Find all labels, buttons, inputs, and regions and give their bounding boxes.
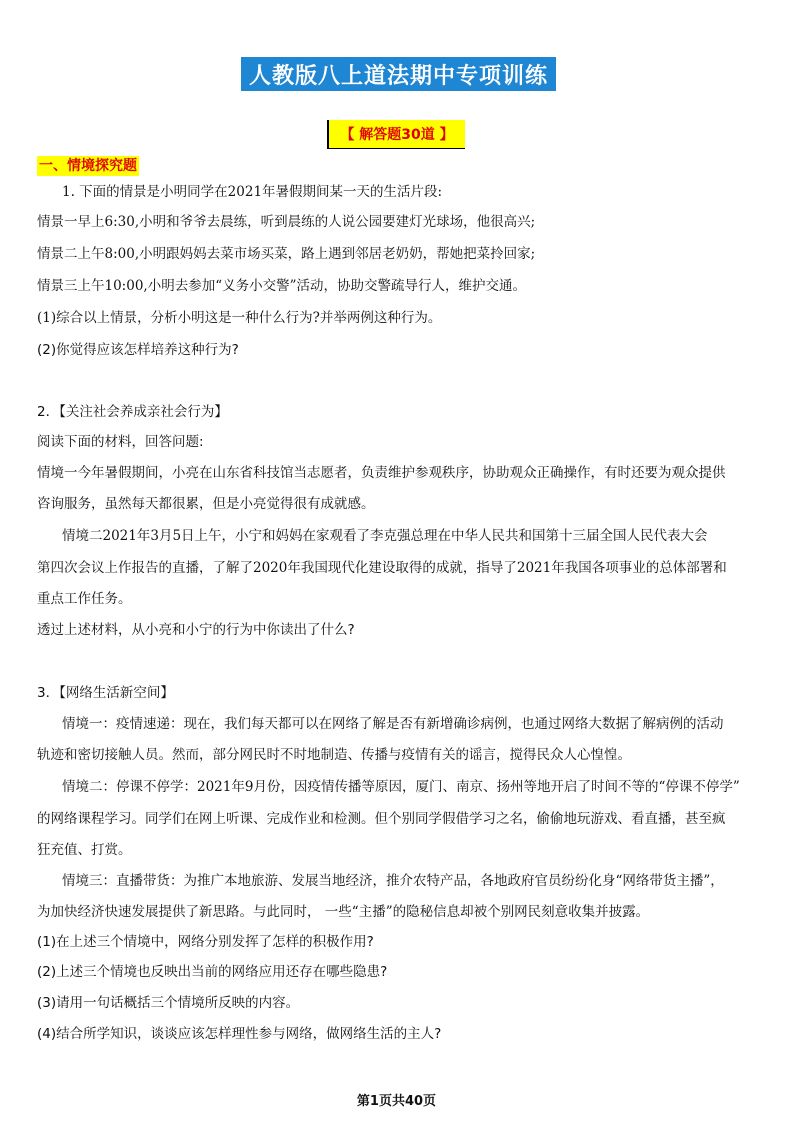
q3-subquestion-4: (4)结合所学知识，谈谈应该怎样理性参与网络，做网络生活的主人? xyxy=(37,1026,442,1042)
q3-subquestion-3: (3)请用一句话概括三个情境所反映的内容。 xyxy=(37,995,300,1011)
q3-subquestion-2: (2)上述三个情境也反映出当前的网络应用还存在哪些隐患? xyxy=(37,964,388,980)
page-footer: 第1页共40页 xyxy=(356,1094,437,1109)
q3-situation-1-line-1: 情境一：疫情速递：现在，我们每天都可以在网络了解是否有新增确诊病例，也通过网络大数据了解病例的活动 xyxy=(62,716,724,732)
q3-situation-3-line-2: 为加快经济快速发展提供了新思路。与此同时， 一些“主播”的隐秘信息却被个别网民刻意收集并披露。 xyxy=(37,904,650,920)
q3-situation-3-line-1: 情境三：直播带货：为推广本地旅游、发展当地经济，推介农特产品，各地政府官员纷纷化身“网络带货主播”， xyxy=(62,873,724,889)
q3-heading: 3．【网络生活新空间】 xyxy=(37,685,174,701)
q3-situation-1-line-2: 轨迹和密切接触人员。然而，部分网民时不时地制造、传播与疫情有关的谣言，搅得民众人心惶惶。 xyxy=(37,747,631,763)
q2-material-2-line-1: 情境二2021年3月5日上午，小宁和妈妈在家观看了李克强总理在中华人民共和国第十三届全国人民代表大会 xyxy=(62,528,708,544)
q3-subquestion-1: (1)在上述三个情境中，网络分别发挥了怎样的积极作用? xyxy=(37,934,374,950)
page-title: 人教版八上道法期中专项训练 xyxy=(241,57,556,91)
q1-scene-1: 情景一早上6:30,小明和爷爷去晨练，听到晨练的人说公园要建灯光球场，他很高兴; xyxy=(37,214,536,230)
q2-instruction: 阅读下面的材料，回答问题: xyxy=(37,434,204,450)
section-heading: 一、情境探究题 xyxy=(39,158,137,174)
q1-subquestion-2: (2)你觉得应该怎样培养这种行为? xyxy=(37,342,239,358)
q3-situation-2-line-3: 狂充值、打赏。 xyxy=(37,842,132,858)
subtitle-badge: 【 解答题30道 】 xyxy=(327,120,465,149)
q2-material-2-line-2: 第四次会议上作报告的直播，了解了2020年我国现代化建设取得的成就，指导了2021年我国各项事业的总体部署和 xyxy=(37,560,727,576)
q3-situation-2-line-1: 情境二：停课不停学：2021年9月份，因疫情传播等原因，厦门、南京、扬州等地开启了时间不等的“停课不停学” xyxy=(62,779,740,795)
q1-scene-2: 情景二上午8:00,小明跟妈妈去菜市场买菜，路上遇到邻居老奶奶，帮她把菜拎回家; xyxy=(37,246,536,262)
q2-material-1-line-1: 情境一今年暑假期间，小亮在山东省科技馆当志愿者，负责维护参观秩序，协助观众正确操作，有时还要为观众提供 xyxy=(37,465,726,481)
q3-situation-2-line-2: 的网络课程学习。同学们在网上听课、完成作业和检测。但个别同学假借学习之名，偷偷地玩游戏、看直播，甚至疯 xyxy=(37,811,726,827)
q1-subquestion-1: (1)综合以上情景，分析小明这是一种什么行为?并举两例这种行为。 xyxy=(37,310,442,326)
q2-heading: 2．【关注社会养成亲社会行为】 xyxy=(37,404,228,420)
q2-material-2-line-3: 重点工作任务。 xyxy=(37,591,132,607)
q2-material-1-line-2: 咨询服务，虽然每天都很累，但是小亮觉得很有成就感。 xyxy=(37,496,375,512)
q2-question: 透过上述材料，从小亮和小宁的行为中你读出了什么? xyxy=(37,622,355,638)
q1-stem: 1. 下面的情景是小明同学在2021年暑假期间某一天的生活片段: xyxy=(62,184,443,200)
q1-scene-3: 情景三上午10:00,小明去参加“义务小交警”活动，协助交警疏导行人，维护交通。 xyxy=(37,278,526,294)
